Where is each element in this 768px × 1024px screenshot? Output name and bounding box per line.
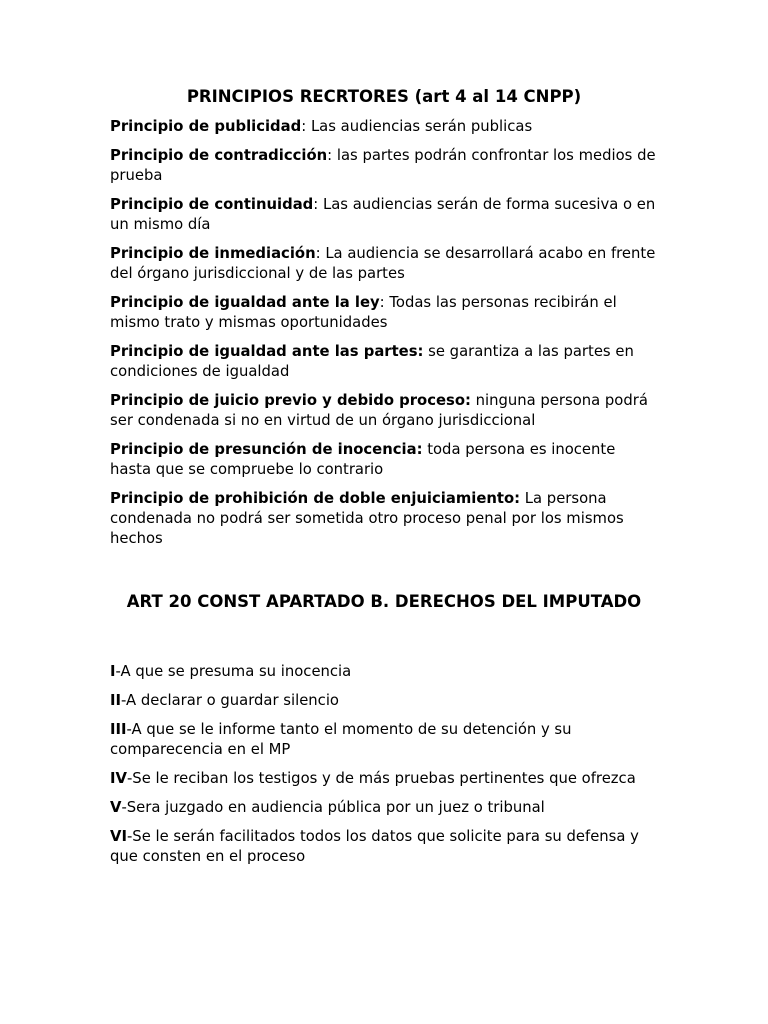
- derecho-description: -Se le serán facilitados todos los datos que solicite para su defensa y que consten en el proceso: [110, 828, 639, 865]
- principio-separator: :: [313, 196, 323, 213]
- derecho-item: [110, 662, 658, 682]
- principio-item: [110, 244, 658, 284]
- principio-term: Principio de igualdad ante las partes:: [110, 343, 424, 360]
- derecho-description: -A declarar o guardar silencio: [121, 692, 339, 709]
- principio-description: Las audiencias serán de forma sucesiva o en un mismo día: [110, 196, 656, 233]
- principio-item: [110, 195, 658, 235]
- derecho-numeral: V: [110, 799, 122, 816]
- principio-item: [110, 146, 658, 186]
- principio-description: ninguna persona podrá ser condenada si no en virtud de un órgano jurisdiccional: [110, 392, 648, 429]
- derecho-description: -A que se le informe tanto el momento de su detención y su comparecencia en el MP: [110, 721, 572, 758]
- derecho-numeral: I: [110, 663, 116, 680]
- derecho-description: -Sera juzgado en audiencia pública por un juez o tribunal: [121, 799, 545, 816]
- principio-description: toda persona es inocente hasta que se compruebe lo contrario: [110, 441, 616, 478]
- derecho-item: [110, 827, 658, 867]
- derecho-item: [110, 769, 658, 789]
- principio-term: Principio de continuidad: [110, 196, 314, 213]
- principio-term: Principio de presunción de inocencia:: [110, 441, 423, 458]
- derechos-list: [110, 662, 658, 867]
- principio-description: Las audiencias serán publicas: [310, 118, 533, 135]
- document-page: [110, 84, 658, 876]
- principio-description: se garantiza a las partes en condiciones de igualdad: [110, 343, 634, 380]
- derecho-item: [110, 691, 658, 711]
- principio-item: [110, 293, 658, 333]
- principio-term: Principio de igualdad ante la ley: [110, 294, 380, 311]
- derecho-numeral: II: [110, 692, 122, 709]
- principio-item: [110, 342, 658, 382]
- derecho-numeral: VI: [110, 828, 127, 845]
- principio-term: Principio de contradicción: [110, 147, 328, 164]
- derecho-item: [110, 798, 658, 818]
- principio-term: Principio de prohibición de doble enjuiciamiento:: [110, 490, 521, 507]
- derecho-numeral: IV: [110, 770, 127, 787]
- principio-term: Principio de inmediación: [110, 245, 316, 262]
- principio-item: [110, 440, 658, 480]
- principio-separator: :: [379, 294, 390, 311]
- principio-separator: :: [327, 147, 337, 164]
- principio-separator: :: [301, 118, 311, 135]
- principio-term: Principio de publicidad: [110, 118, 302, 135]
- section-title-principios: PRINCIPIOS RECRTORES (art 4 al 14 CNPP): [186, 87, 582, 106]
- principio-item: [110, 117, 658, 137]
- principio-term: Principio de juicio previo y debido proceso:: [110, 392, 471, 409]
- derecho-item: [110, 720, 658, 760]
- derecho-numeral: III: [110, 721, 127, 738]
- principio-description: La audiencia se desarrollará acabo en frente del órgano jurisdiccional y de las partes: [110, 245, 656, 282]
- principio-description: Todas las personas recibirán el mismo trato y mismas oportunidades: [110, 294, 617, 331]
- section-title-derechos: ART 20 CONST APARTADO B. DERECHOS DEL IMPUTADO: [126, 592, 642, 611]
- derecho-description: -A que se presuma su inocencia: [115, 663, 352, 680]
- principios-list: [110, 117, 658, 549]
- principio-item: [110, 391, 658, 431]
- principio-separator: :: [315, 245, 326, 262]
- derecho-description: -Se le reciban los testigos y de más pruebas pertinentes que ofrezca: [126, 770, 636, 787]
- principio-description: La persona condenada no podrá ser sometida otro proceso penal por los mismos hechos: [110, 490, 624, 547]
- principio-description: las partes podrán confrontar los medios de prueba: [110, 147, 656, 184]
- principio-item: [110, 489, 658, 549]
